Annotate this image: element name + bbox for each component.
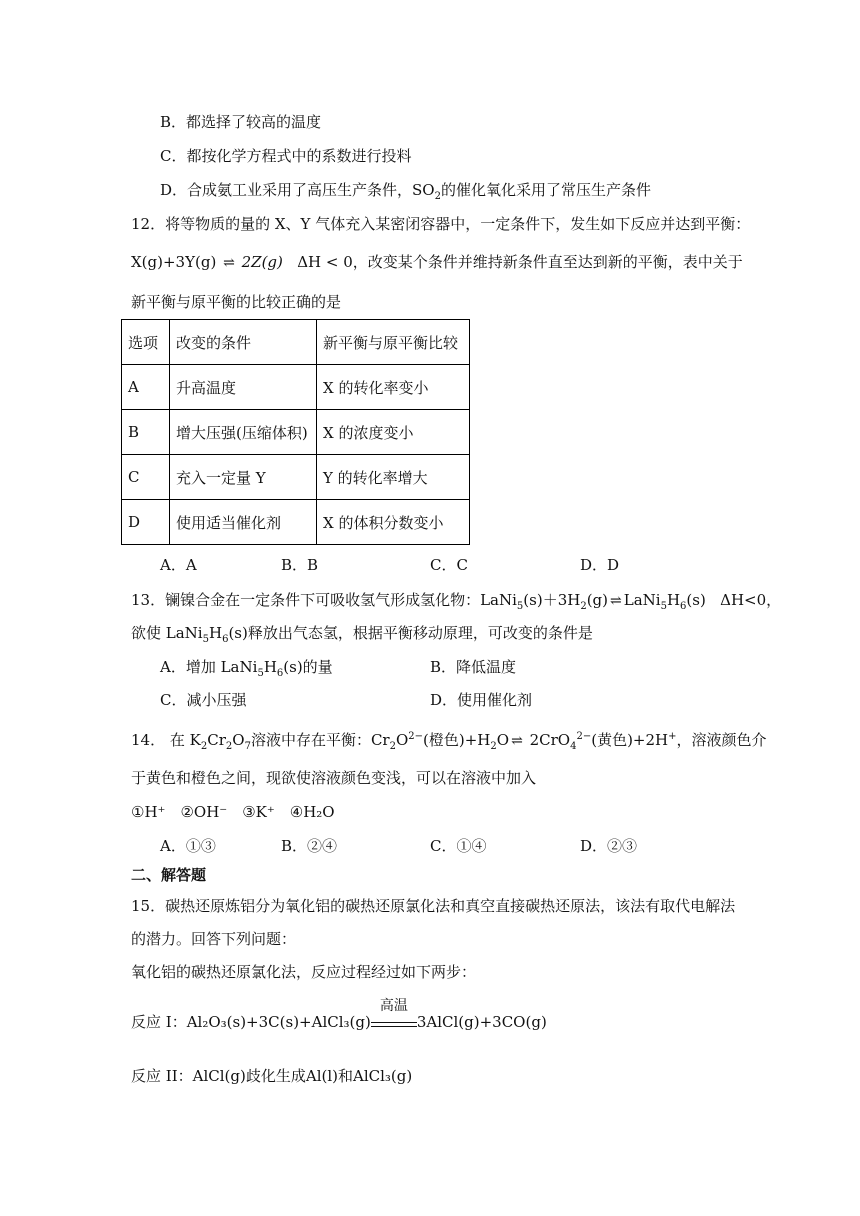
table-cell: A xyxy=(122,365,170,410)
q12-equation: X(g)+3Y(g) ⇌ 2Z(g) ΔH < 0 xyxy=(131,253,353,271)
q15-stem-line1: 15．碳热还原炼铝分为氧化铝的碳热还原氯化法和真空直接碳热还原法，该法有取代电解法 xyxy=(131,897,736,915)
table-header-row xyxy=(122,320,470,365)
q11-option-b: B．都选择了较高的温度 xyxy=(160,113,322,131)
table-cell: B xyxy=(122,410,170,455)
q12-stem-line3: 新平衡与原平衡的比较正确的是 xyxy=(131,293,342,311)
q12-answer-c: C．C xyxy=(430,556,468,574)
q12-answer-b: B．B xyxy=(281,556,319,574)
q14-choices: ①H⁺ ②OH⁻ ③K⁺ ④H₂O xyxy=(131,803,335,821)
table-row xyxy=(122,455,470,500)
table-header-cell: 选项 xyxy=(122,320,170,365)
table-cell: 升高温度 xyxy=(170,365,317,410)
table-row xyxy=(122,500,470,545)
table-row xyxy=(122,410,470,455)
q14-answer-b: B．②④ xyxy=(281,837,338,855)
table-cell: X 的转化率变小 xyxy=(317,365,470,410)
q14-answer-d: D．②③ xyxy=(580,837,638,855)
section-heading: 二、解答题 xyxy=(131,866,207,884)
q13-option-c: C．减小压强 xyxy=(160,691,247,709)
table-cell: X 的浓度变小 xyxy=(317,410,470,455)
q12-answer-d: D．D xyxy=(580,556,620,574)
q14-answer-c: C．①④ xyxy=(430,837,487,855)
q13-option-b: B．降低温度 xyxy=(430,658,517,676)
reaction-1: 反应 I：Al₂O₃(s)+3C(s)+AlCl₃(g) 高温 3AlCl(g)+3CO(g) xyxy=(131,998,547,1031)
table-cell: Y 的转化率增大 xyxy=(317,455,470,500)
q13-stem-line1: 13．镧镍合金在一定条件下可吸收氢气形成氢化物：$LaNi_5(s)+3H_2(g)$ ⇌ $LaNi_5H_6(s)$ ΔH<0， xyxy=(131,591,782,612)
q14-stem-line2: 于黄色和橙色之间，现欲使溶液颜色变浅，可以在溶液中加入 xyxy=(131,769,537,787)
q13-option-d: D．使用催化剂 xyxy=(430,691,533,709)
table-header-cell: 改变的条件 xyxy=(170,320,317,365)
table-cell: 充入一定量 Y xyxy=(170,455,317,500)
q12-table xyxy=(121,319,470,545)
reaction-2: 反应 II：AlCl(g)歧化生成Al(l)和AlCl₃(g) xyxy=(131,1067,413,1085)
table-cell: D xyxy=(122,500,170,545)
q11-option-c: C．都按化学方程式中的系数进行投料 xyxy=(160,147,412,165)
condition-high-temp: 高温 xyxy=(371,1014,417,1027)
table-cell: X 的体积分数变小 xyxy=(317,500,470,545)
q15-stem-line2: 的潜力。回答下列问题： xyxy=(131,930,297,948)
table-row xyxy=(122,365,470,410)
q12-answer-a: A．A xyxy=(160,556,197,574)
q13-option-a: A．增加 $LaNi_5H_6(s)$的量 xyxy=(160,658,333,679)
q14-stem-line1: 14． 在 $K_2Cr_2O_7$溶液中存在平衡：$Cr_2O^{2-}$(橙色)$+H_2O$ ⇌ 2CrO$_4^{2-}$(黄色)+2H+，溶液颜色介 xyxy=(131,731,767,752)
q11-option-d: D．合成氨工业采用了高压生产条件，$SO_2$的催化氧化采用了常压生产条件 xyxy=(160,181,651,202)
table-cell: 使用适当催化剂 xyxy=(170,500,317,545)
table-header-cell: 新平衡与原平衡比较 xyxy=(317,320,470,365)
q13-stem-line2: 欲使 $LaNi_5H_6(s)$释放出气态氢，根据平衡移动原理，可改变的条件是 xyxy=(131,624,593,645)
table-cell: 增大压强(压缩体积) xyxy=(170,410,317,455)
table-cell: C xyxy=(122,455,170,500)
q15-stem-line3: 氧化铝的碳热还原氯化法，反应过程经过如下两步： xyxy=(131,963,477,981)
q12-stem-line2: X(g)+3Y(g) ⇌ 2Z(g) ΔH < 0，改变某个条件并维持新条件直至达到新的平衡，表中关于 xyxy=(131,253,743,271)
q14-answer-a: A．①③ xyxy=(160,837,216,855)
q12-stem-line1: 12．将等物质的量的 X、Y 气体充入某密闭容器中，一定条件下，发生如下反应并达到平衡： xyxy=(131,215,751,233)
